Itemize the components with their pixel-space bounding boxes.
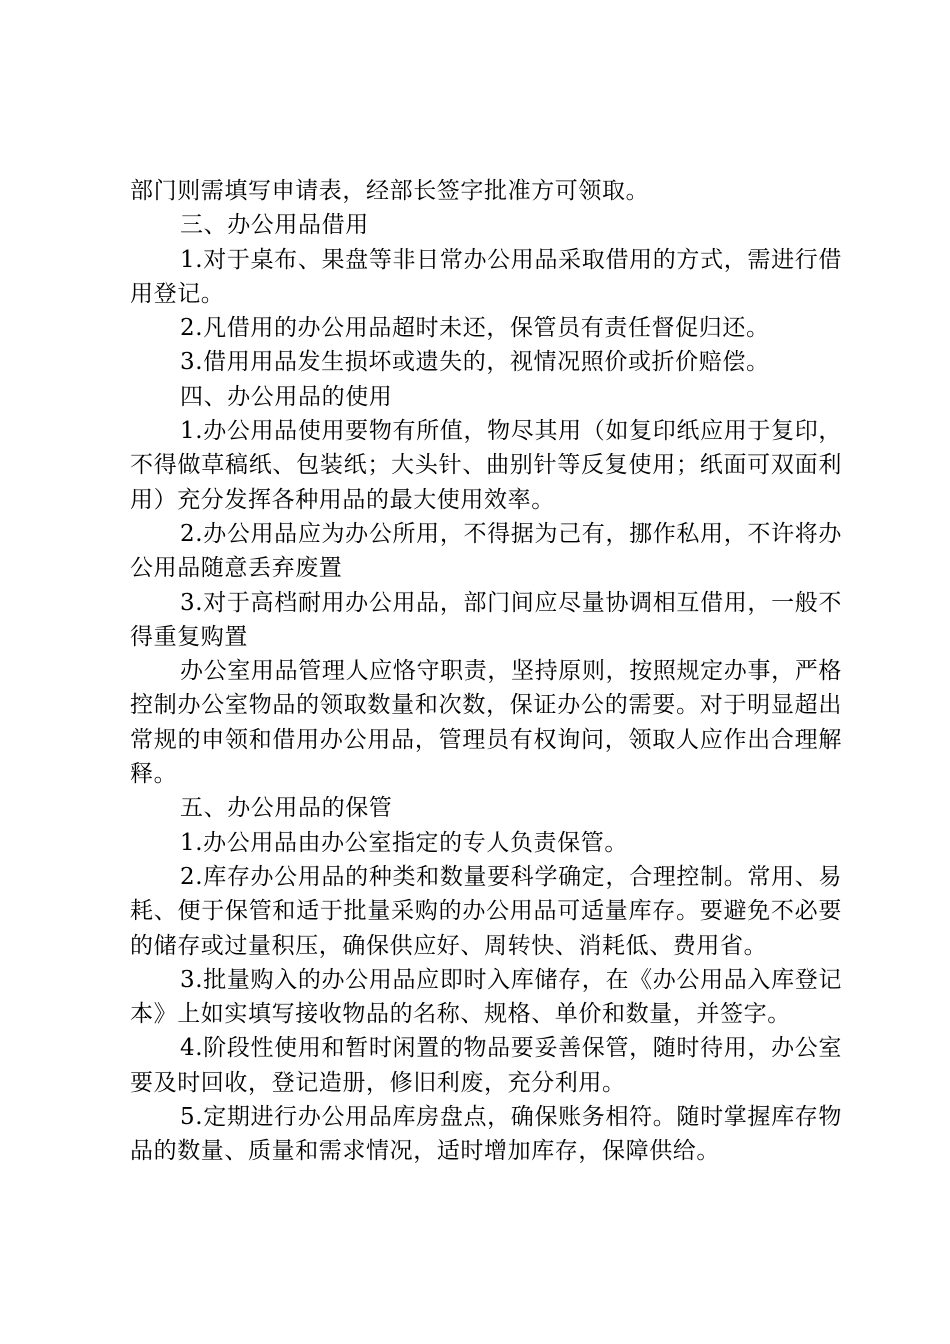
section-heading-borrowing: 三、办公用品借用	[180, 212, 369, 239]
paragraph: 办公室用品管理人应恪守职责，坚持原则，按照规定办事，严格控制办公室物品的领取数量和次数，保证办公的需要。对于明显超出常规的申领和借用办公用品，管理员有权询问，领取人应作出合理解释。	[130, 658, 842, 788]
paragraph: 1.办公用品使用要物有所值，物尽其用（如复印纸应用于复印，不得做草稿纸、包装纸；大头针、曲别针等反复使用；纸面可双面利用）充分发挥各种用品的最大使用效率。	[130, 418, 842, 513]
paragraph: 2.办公用品应为办公所用，不得据为己有，挪作私用，不许将办公用品随意丢弃废置	[130, 520, 842, 582]
paragraph-continuation: 部门则需填写申请表，经部长签字批准方可领取。	[130, 178, 650, 204]
section-heading-usage: 四、办公用品的使用	[180, 383, 393, 410]
paragraph: 1.办公用品由办公室指定的专人负责保管。	[180, 829, 628, 856]
paragraph: 2.凡借用的办公用品超时未还，保管员有责任督促归还。	[180, 315, 770, 342]
paragraph: 3.批量购入的办公用品应即时入库储存，在《办公用品入库登记本》上如实填写接收物品的名称、规格、单价和数量，并签字。	[130, 966, 842, 1028]
paragraph: 2.库存办公用品的种类和数量要科学确定，合理控制。常用、易耗、便于保管和适于批量采购的办公用品可适量库存。要避免不必要的储存或过量积压，确保供应好、周转快、消耗低、费用省。	[130, 863, 842, 959]
paragraph: 5.定期进行办公用品库房盘点，确保账务相符。随时掌握库存物品的数量、质量和需求情况，适时增加库存，保障供给。	[130, 1104, 842, 1165]
paragraph: 4.阶段性使用和暂时闲置的物品要妥善保管，随时待用，办公室要及时回收，登记造册，修旧利废，充分利用。	[130, 1035, 842, 1096]
document-body	[130, 174, 842, 1169]
paragraph: 3.借用用品发生损坏或遗失的，视情况照价或折价赔偿。	[180, 349, 770, 376]
paragraph: 3.对于高档耐用办公用品，部门间应尽量协调相互借用，一般不得重复购置	[130, 589, 842, 650]
paragraph: 1.对于桌布、果盘等非日常办公用品采取借用的方式，需进行借用登记。	[130, 246, 842, 307]
section-heading-storage: 五、办公用品的保管	[180, 795, 393, 822]
